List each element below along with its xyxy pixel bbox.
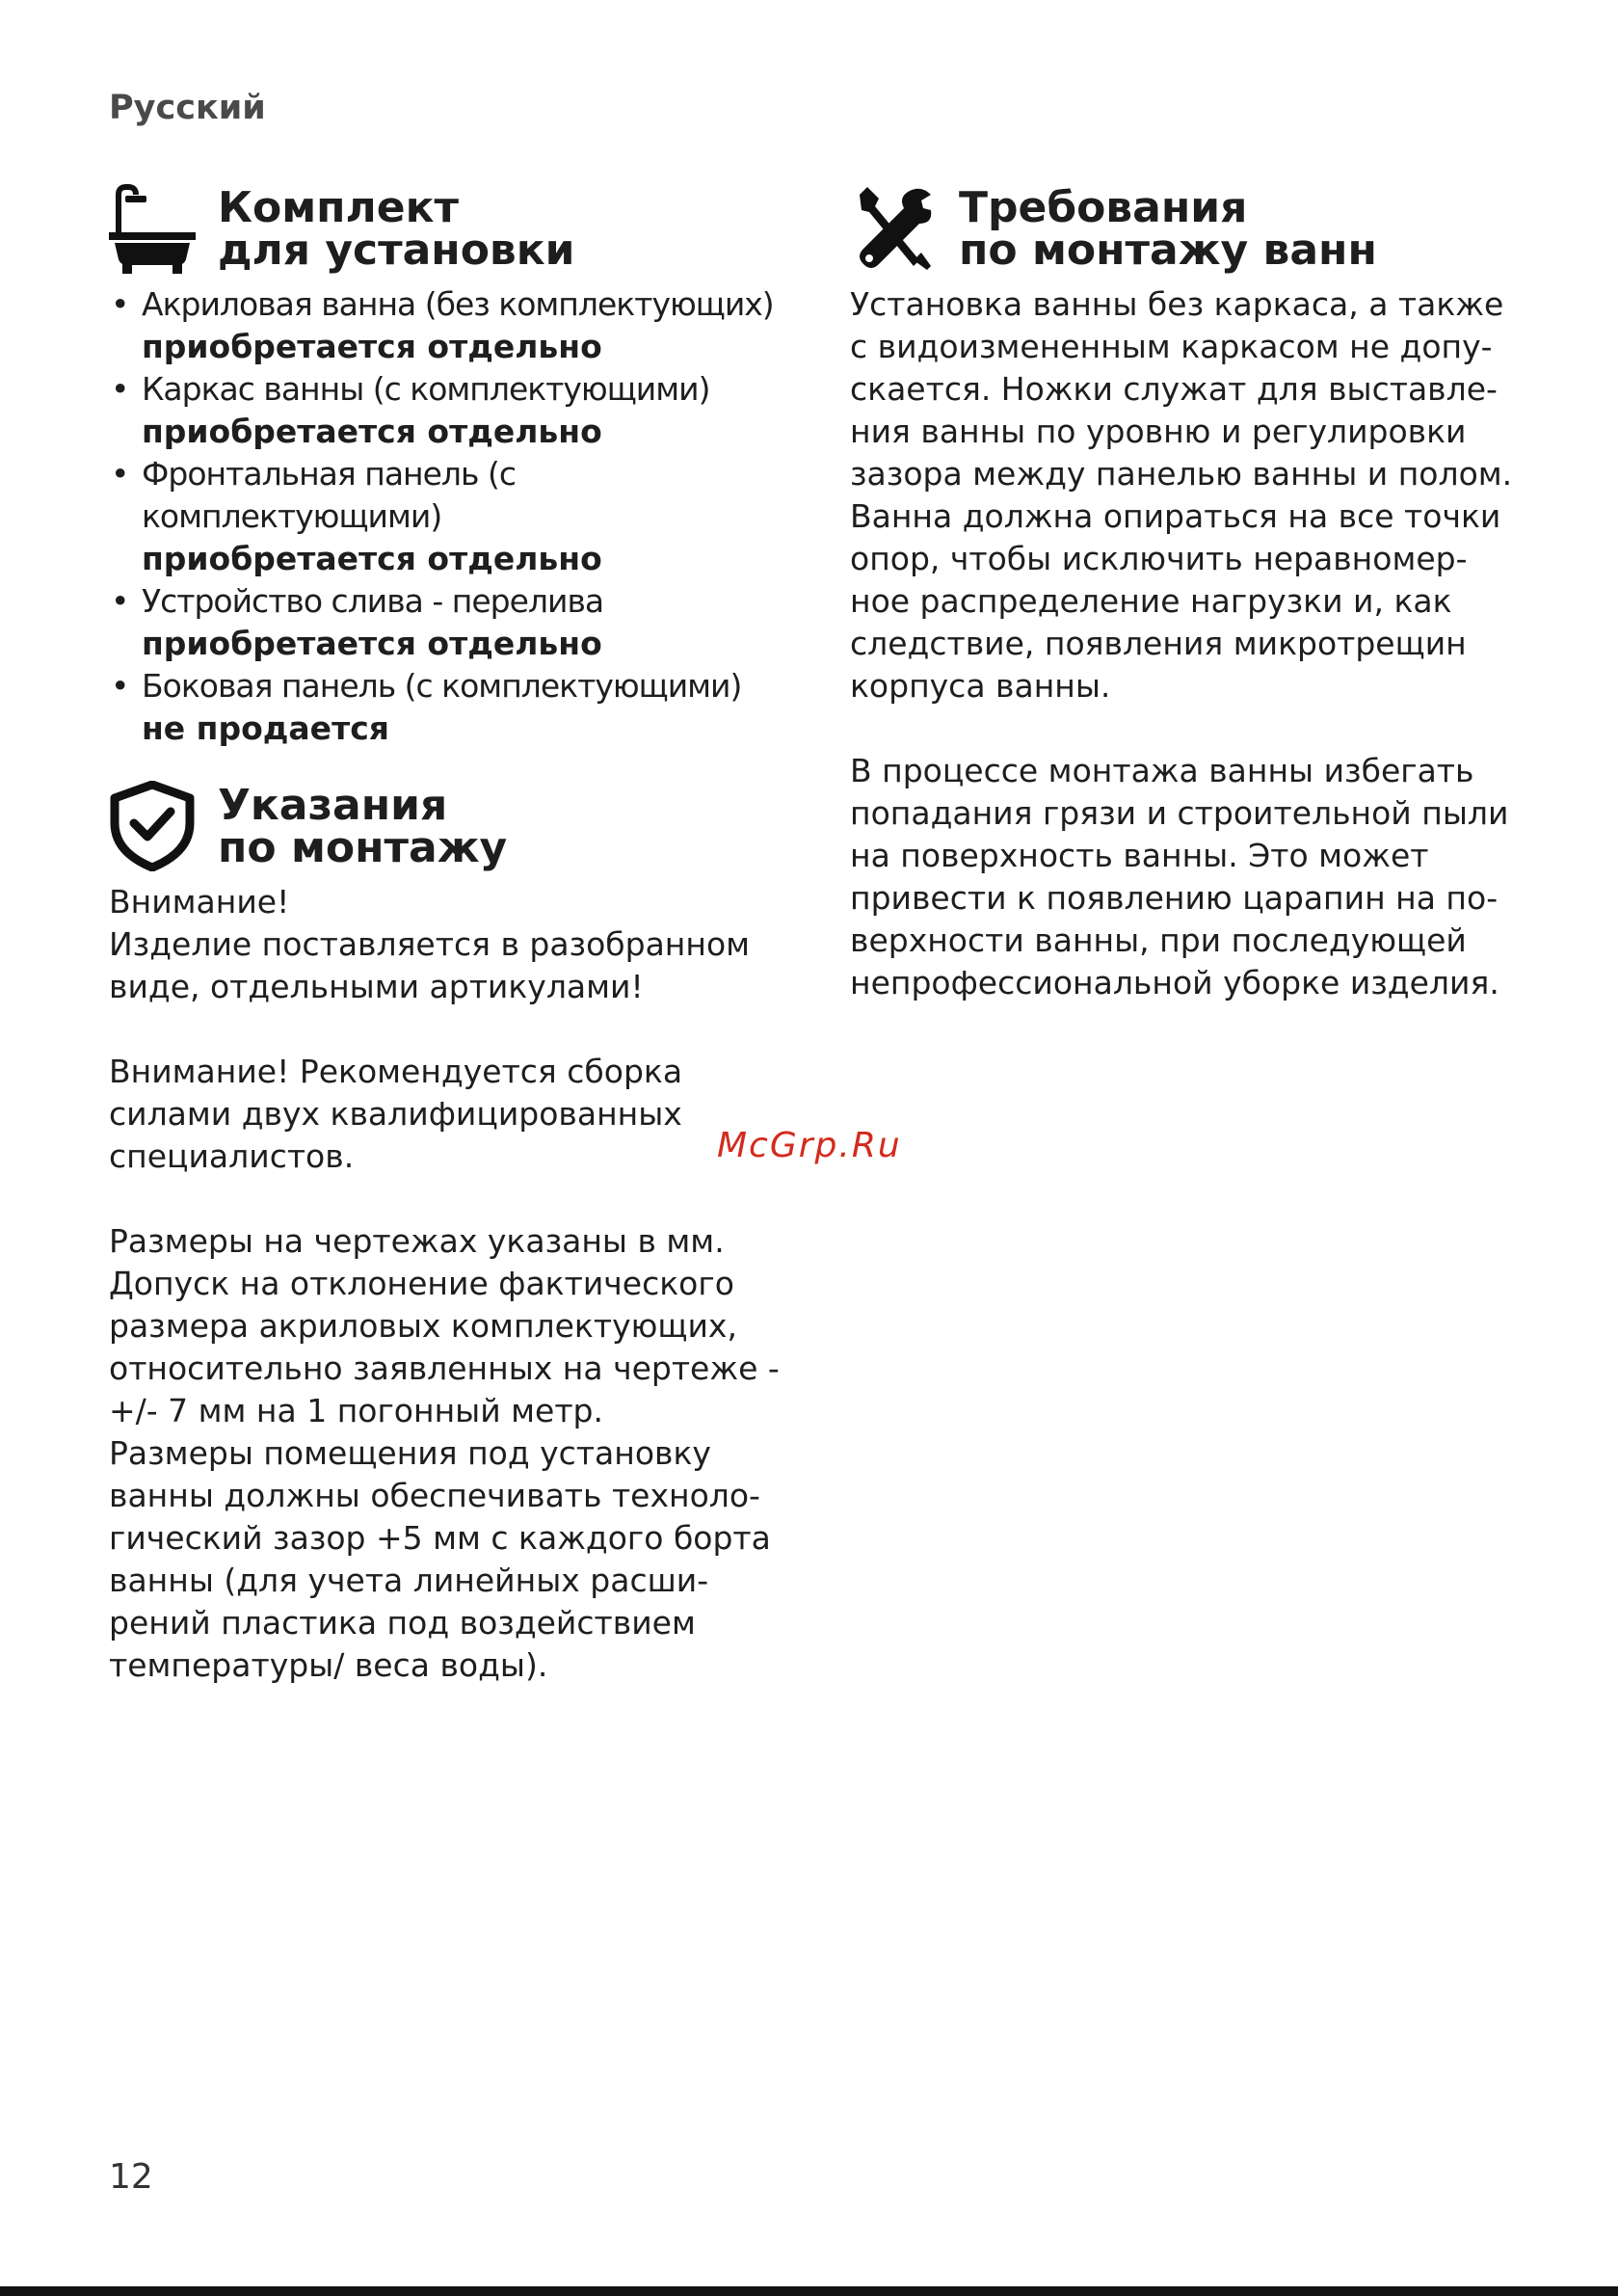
bathtub-shower-icon xyxy=(109,183,196,274)
list-item: • Акриловая ванна (без комплектующих) приобретается отдельно xyxy=(109,283,803,368)
kit-heading xyxy=(109,183,803,283)
list-item: • Фронтальная панель (с комплектующими) приобретается отдельно xyxy=(109,453,803,580)
right-column xyxy=(850,183,1525,1004)
instructions-paragraph-3: Размеры на чертежах указаны в мм. Допуск на отклонение фактического размера акриловых комплектующих, относительно заявленных на чертеже - +/- 7 мм на 1 погонный метр. Размеры помещения под установку ванны должны обеспечивать техноло- гический зазор +5 мм с каждого борта ванны (для учета линейных расши- рений пластика под воздействием температуры/ веса воды). xyxy=(109,1222,780,1684)
requirements-paragraph-1: Установка ванны без каркаса, а также с видоизмененным каркасом не допу- скается. Ножки служат для выставле- ния ванны по уровню и регулировки зазора между панелью ванны и полом. Ванна должна опираться на все точки опор, чтобы исключить неравномер- ное распределение нагрузки и, как следствие, появления микротрещин корпуса ванны. xyxy=(850,285,1513,705)
kit-title: Комплект для установки xyxy=(218,183,575,275)
watermark: McGrp.Ru xyxy=(717,1126,902,1165)
bottom-divider xyxy=(0,2286,1618,2296)
requirements-title: Требования по монтажу ванн xyxy=(959,183,1377,275)
instructions-paragraph-2: Внимание! Рекомендуется сборка силами двух квалифицированных специалистов. xyxy=(109,1053,683,1175)
requirements-paragraph-2: В процессе монтажа ванны избегать попадания грязи и строительной пыли на поверхность ванны. Это может привести к появлению царапин на по- верхности ванны, при последующей непрофессиональной уборке изделия. xyxy=(850,752,1509,1001)
list-item: • Каркас ванны (с комплектующими) приобретается отдельно xyxy=(109,368,803,453)
list-item: • Боковая панель (с комплектующими) не продается xyxy=(109,665,803,750)
page-number: 12 xyxy=(109,2157,153,2197)
wrench-screwdriver-icon xyxy=(850,183,937,274)
left-column xyxy=(109,183,803,1687)
language-label: Русский xyxy=(109,89,266,127)
instructions-title: Указания по монтажу xyxy=(218,781,508,872)
requirements-heading xyxy=(850,183,1525,283)
kit-list xyxy=(109,283,803,750)
instructions-paragraph-1: Внимание! Изделие поставляется в разобранном виде, отдельными артикулами! xyxy=(109,883,751,1005)
shield-check-icon xyxy=(109,781,196,871)
instructions-heading xyxy=(109,781,803,881)
list-item: • Устройство слива - перелива приобретается отдельно xyxy=(109,580,803,665)
